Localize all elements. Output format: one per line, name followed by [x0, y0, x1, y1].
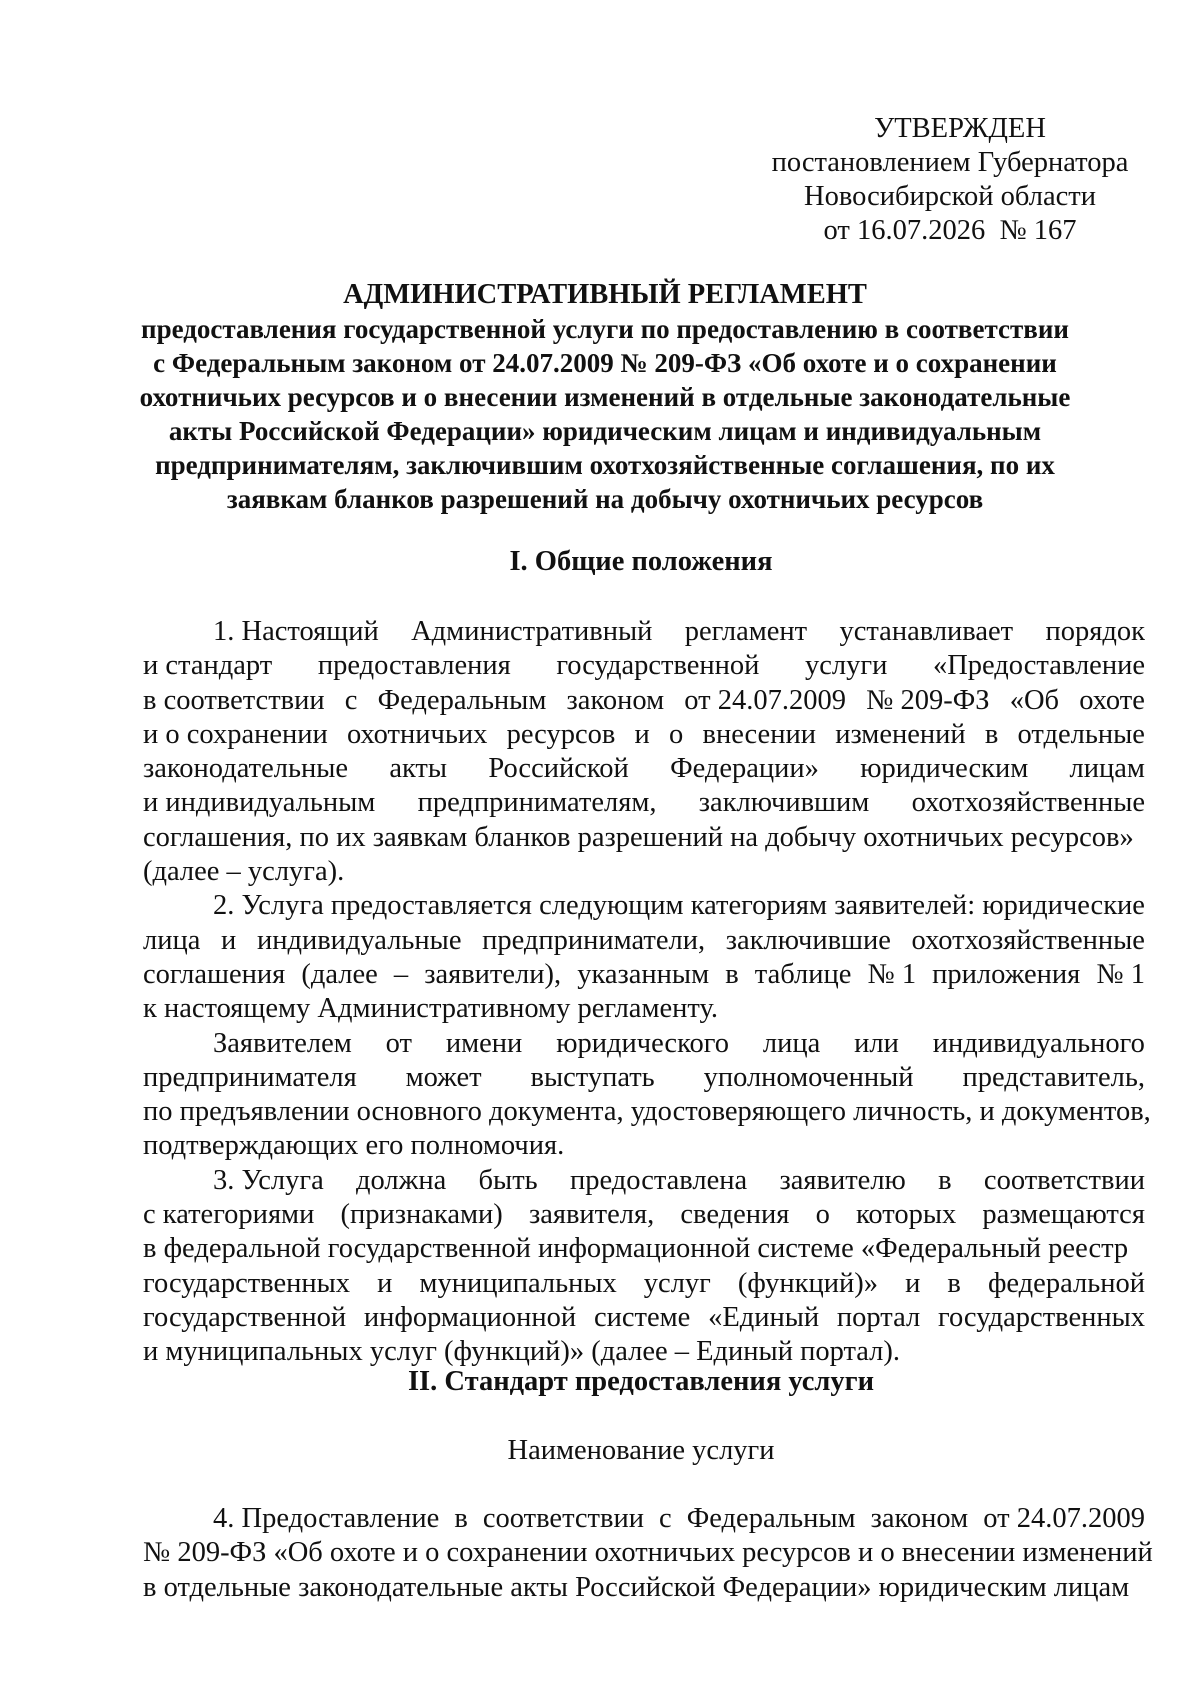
- word: заключившим: [698, 787, 870, 819]
- word: государственных: [143, 1267, 351, 1299]
- word: размещаются: [982, 1199, 1145, 1231]
- word: в: [984, 718, 999, 750]
- word: Федерации»: [670, 753, 819, 785]
- word: Федеральным: [686, 1503, 856, 1534]
- word: охоте: [1079, 684, 1145, 716]
- text-line: и муниципальных услуг (функций)» (далее – Единый портал).: [143, 1336, 900, 1368]
- title-line: заявкам бланков разрешений на добычу охотничьих ресурсов: [226, 484, 984, 514]
- word: и: [221, 924, 237, 956]
- word: или: [854, 1027, 899, 1059]
- word: с категориями: [143, 1199, 315, 1231]
- document-title: [120, 278, 1090, 516]
- word: заявителя,: [528, 1199, 655, 1231]
- word: 4. Предоставление: [213, 1503, 440, 1534]
- word: порядок: [1045, 616, 1145, 647]
- word: услуги: [805, 650, 888, 682]
- approval-line: постановлением Губернатора: [771, 147, 1129, 178]
- title-line: предпринимателям, заключившим охотхозяйственные соглашения, по их: [155, 450, 1055, 480]
- word: 3. Услуга: [213, 1164, 324, 1196]
- word: «Предоставление: [932, 650, 1145, 682]
- word: предоставляется: [330, 890, 532, 922]
- word: следующим: [539, 890, 684, 922]
- word: должна: [356, 1164, 447, 1196]
- word: Административный: [411, 616, 653, 647]
- word: законодательные: [143, 753, 349, 785]
- word: указанным: [577, 958, 710, 990]
- text-line: [143, 615, 1145, 649]
- word: отдельные: [1017, 718, 1145, 750]
- title-main: АДМИНИСТРАТИВНЫЙ РЕГЛАМЕНТ: [343, 279, 867, 310]
- word: индивидуальные: [256, 924, 462, 956]
- word: таблице: [754, 958, 852, 990]
- text-line: в отдельные законодательные акты Российской Федерации» юридическим лицам: [143, 1571, 1130, 1603]
- word: 1. Настоящий: [213, 616, 379, 647]
- word: о: [815, 1199, 830, 1231]
- word: услуг: [643, 1267, 711, 1299]
- text-line: [143, 1198, 1145, 1232]
- word: законом: [566, 684, 665, 716]
- word: в соответствии: [143, 684, 325, 716]
- subsection-heading: Наименование услуги: [507, 1435, 775, 1466]
- section-heading: I. Общие положения: [509, 546, 773, 577]
- word: (функций)»: [737, 1267, 879, 1299]
- word: заключившие: [725, 924, 891, 956]
- word: и: [377, 1267, 393, 1299]
- text-line: [143, 718, 1145, 752]
- word: выступать: [530, 1061, 655, 1093]
- text-line: к настоящему Административному регламенту.: [143, 993, 718, 1025]
- word: внесении: [702, 718, 816, 750]
- word: в: [938, 1164, 952, 1196]
- word: с: [344, 684, 358, 716]
- word: лица: [762, 1027, 821, 1059]
- word: –: [393, 958, 409, 990]
- text-line: соглашения, по их заявкам бланков разрешений на добычу охотничьих ресурсов»: [143, 821, 1134, 853]
- word: № 1: [1096, 958, 1145, 990]
- word: и: [634, 718, 650, 750]
- section-body: [143, 1502, 1153, 1605]
- word: в: [947, 1267, 961, 1299]
- word: юридического: [556, 1027, 729, 1059]
- text-line: [143, 924, 1145, 958]
- section-heading: II. Стандарт предоставления услуги: [407, 1366, 875, 1397]
- word: соответствии: [983, 1164, 1145, 1196]
- word: имени: [445, 1027, 523, 1059]
- word: федеральной: [987, 1267, 1145, 1299]
- word: акты: [389, 753, 448, 785]
- text-line: [143, 958, 1145, 992]
- word: регламент: [684, 616, 808, 647]
- word: соглашения: [143, 958, 286, 990]
- text-line: подтверждающих его полномочия.: [143, 1130, 565, 1162]
- word: 2. Услуга: [213, 890, 324, 922]
- word: охотхозяйственные: [911, 924, 1145, 956]
- word: от: [385, 1027, 412, 1059]
- text-line: (далее – услуга).: [143, 856, 345, 888]
- text-line: [143, 1164, 1145, 1198]
- text-line: по предъявлении основного документа, удостоверяющего личность, и документов,: [143, 1096, 1151, 1128]
- section-body: [143, 615, 1151, 1370]
- word: юридические: [982, 890, 1145, 922]
- word: от 24.07.2009: [684, 684, 846, 716]
- approval-line: Новосибирской области: [804, 181, 1096, 212]
- word: юридическим: [860, 753, 1029, 785]
- word: заявители),: [424, 958, 562, 990]
- word: уполномоченный: [703, 1061, 914, 1093]
- word: соответствии: [482, 1503, 644, 1534]
- word: Заявителем: [213, 1027, 352, 1059]
- word: и: [905, 1267, 921, 1299]
- text-line: № 209-ФЗ «Об охоте и о сохранении охотничьих ресурсов и о внесении изменений: [143, 1537, 1153, 1569]
- word: в: [454, 1503, 468, 1534]
- text-line: [143, 752, 1145, 786]
- word: предприниматели,: [482, 924, 706, 956]
- word: с: [659, 1503, 672, 1534]
- word: приложения: [932, 958, 1081, 990]
- word: лица: [143, 924, 201, 956]
- text-line: [143, 1267, 1145, 1301]
- title-line: с Федеральным законом от 24.07.2009 № 209-ФЗ «Об охоте и о сохранении: [153, 348, 1057, 378]
- word: в: [725, 958, 739, 990]
- word: информационной: [363, 1301, 577, 1333]
- word: системе: [593, 1301, 691, 1333]
- text-line: [143, 889, 1145, 923]
- word: о: [669, 718, 684, 750]
- approval-line: УТВЕРЖДЕН: [874, 113, 1046, 144]
- word: индивидуального: [932, 1027, 1145, 1059]
- word: предоставлена: [569, 1164, 748, 1196]
- word: (далее: [301, 958, 378, 990]
- word: охотхозяйственные: [911, 787, 1145, 819]
- text-line: [143, 1502, 1145, 1536]
- word: и стандарт: [143, 650, 273, 682]
- approval-stamp: [770, 112, 1130, 248]
- word: быть: [478, 1164, 538, 1196]
- word: заявителей:: [834, 890, 976, 922]
- word: может: [405, 1061, 482, 1093]
- title-line: охотничьих ресурсов и о внесении изменений в отдельные законодательные: [139, 382, 1071, 412]
- word: предоставления: [317, 650, 511, 682]
- text-line: [143, 684, 1145, 718]
- text-line: [143, 1027, 1145, 1061]
- word: предпринимателя: [143, 1061, 357, 1093]
- word: заявителю: [779, 1164, 906, 1196]
- word: и индивидуальным: [143, 787, 376, 819]
- word: Российской: [488, 753, 629, 785]
- word: № 209-ФЗ: [866, 684, 990, 716]
- text-line: в федеральной государственной информационной системе «Федеральный реестр: [143, 1233, 1129, 1265]
- word: государственной: [556, 650, 760, 682]
- word: законом: [870, 1503, 969, 1534]
- word: ресурсов: [506, 718, 616, 750]
- word: Федеральным: [377, 684, 547, 716]
- title-line: предоставления государственной услуги по предоставлению в соответствии: [141, 314, 1069, 344]
- text-line: [143, 1061, 1145, 1095]
- text-line: [143, 786, 1145, 820]
- word: которых: [855, 1199, 957, 1231]
- word: и о сохранении: [143, 718, 328, 750]
- word: (признаками): [340, 1199, 503, 1231]
- word: лицам: [1069, 753, 1145, 785]
- word: «Единый: [708, 1301, 820, 1333]
- word: устанавливает: [839, 616, 1014, 647]
- title-subtitle: [120, 312, 1090, 516]
- word: от 24.07.2009: [983, 1503, 1145, 1534]
- word: «Об: [1009, 684, 1060, 716]
- title-line: акты Российской Федерации» юридическим лицам и индивидуальным: [168, 416, 1042, 446]
- word: изменений: [835, 718, 966, 750]
- text-line: [143, 649, 1145, 683]
- approval-line: от 16.07.2026 № 167: [823, 215, 1077, 246]
- word: представитель,: [962, 1061, 1145, 1093]
- word: государственной: [143, 1301, 347, 1333]
- word: портал: [836, 1301, 921, 1333]
- word: государственных: [937, 1301, 1145, 1333]
- word: № 1: [867, 958, 917, 990]
- word: охотничьих: [346, 718, 488, 750]
- word: сведения: [680, 1199, 790, 1231]
- word: категориям: [690, 890, 828, 922]
- word: муниципальных: [419, 1267, 617, 1299]
- word: предпринимателям,: [417, 787, 657, 819]
- text-line: [143, 1301, 1145, 1335]
